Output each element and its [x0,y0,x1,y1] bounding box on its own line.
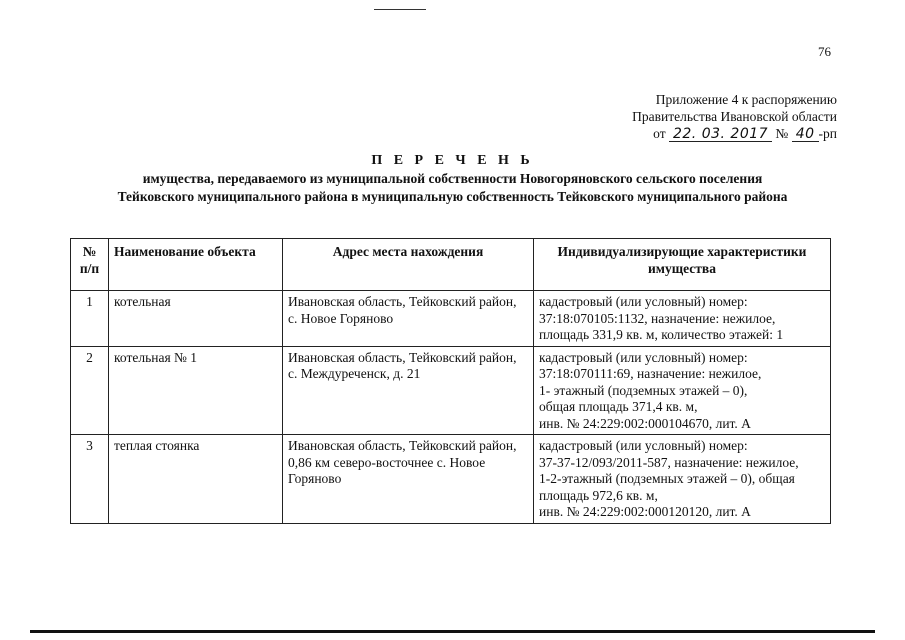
characteristic-line: кадастровый (или условный) номер: [539,438,748,453]
table-row [71,435,831,524]
row-address: Ивановская область, Тейковский район, 0,86 км северо-восточнее с. Новое Горяново [283,435,534,524]
row-characteristics [534,291,831,347]
appendix-block [632,91,837,142]
appendix-line2: Правительства Ивановской области [632,109,837,124]
characteristic-line: 1- этажный (подземных этажей – 0), [539,382,748,398]
row-name: котельная № 1 [109,346,283,435]
row-address: Ивановская область, Тейковский район, с. Междуреченск, д. 21 [283,346,534,435]
appendix-date-line [632,125,837,142]
header-name: Наименование объекта [109,239,283,291]
characteristic-line: общая площадь 371,4 кв. м, [539,399,698,414]
title-line2: имущества, передаваемого из муниципальной собственности Новогоряновского сельского поселения [142,171,763,186]
characteristic-line: 37:18:070105:1132, назначение: нежилое, [539,310,776,326]
number-suffix: -рп [818,126,837,141]
bottom-scan-bar [30,630,875,633]
header-address: Адрес места нахождения [283,239,534,291]
characteristic-line: инв. № 24:229:002:000104670, лит. А [539,415,751,431]
date-prefix: от [653,126,666,141]
table-row [71,346,831,435]
characteristic-line: площадь 972,6 кв. м, [539,487,658,503]
header-num: № п/п [71,239,109,291]
row-address: Ивановская область, Тейковский район, с. Новое Горяново [283,291,534,347]
characteristic-line: 37-37-12/093/2011-587, назначение: нежилое, [539,454,799,470]
title-line3: Тейковского муниципального района в муниципальную собственность Тейковского муниципального района [117,189,788,204]
characteristic-line: кадастровый (или условный) номер: [539,349,748,365]
row-num: 2 [71,346,109,435]
handwritten-number: 40 [792,127,819,142]
handwritten-date: 22. 03. 2017 [669,127,772,142]
property-table [70,238,831,524]
characteristic-line: 37:18:070111:69, назначение: нежилое, [539,366,762,381]
header-characteristics: Индивидуализирующие характеристики имущества [534,239,831,291]
row-characteristics [534,346,831,435]
document-title [0,152,905,206]
characteristic-line: площадь 331,9 кв. м, количество этажей: 1 [539,327,784,342]
table-row [71,291,831,347]
title-heading: П Е Р Е Ч Е Н Ь [371,153,534,168]
row-num: 1 [71,291,109,347]
table-body [71,291,831,524]
appendix-line1: Приложение 4 к распоряжению [655,92,837,107]
number-label: № [775,126,789,141]
top-decorative-line [374,9,426,10]
row-characteristics [534,435,831,524]
table-header-row [71,239,831,291]
characteristic-line: кадастровый (или условный) номер: [539,294,748,309]
page-number: 76 [818,44,831,59]
characteristic-line: 1-2-этажный (подземных этажей – 0), общая [539,471,795,486]
characteristic-line: инв. № 24:229:002:000120120, лит. А [539,504,751,519]
row-name: котельная [109,291,283,347]
row-name: теплая стоянка [109,435,283,524]
row-num: 3 [71,435,109,524]
